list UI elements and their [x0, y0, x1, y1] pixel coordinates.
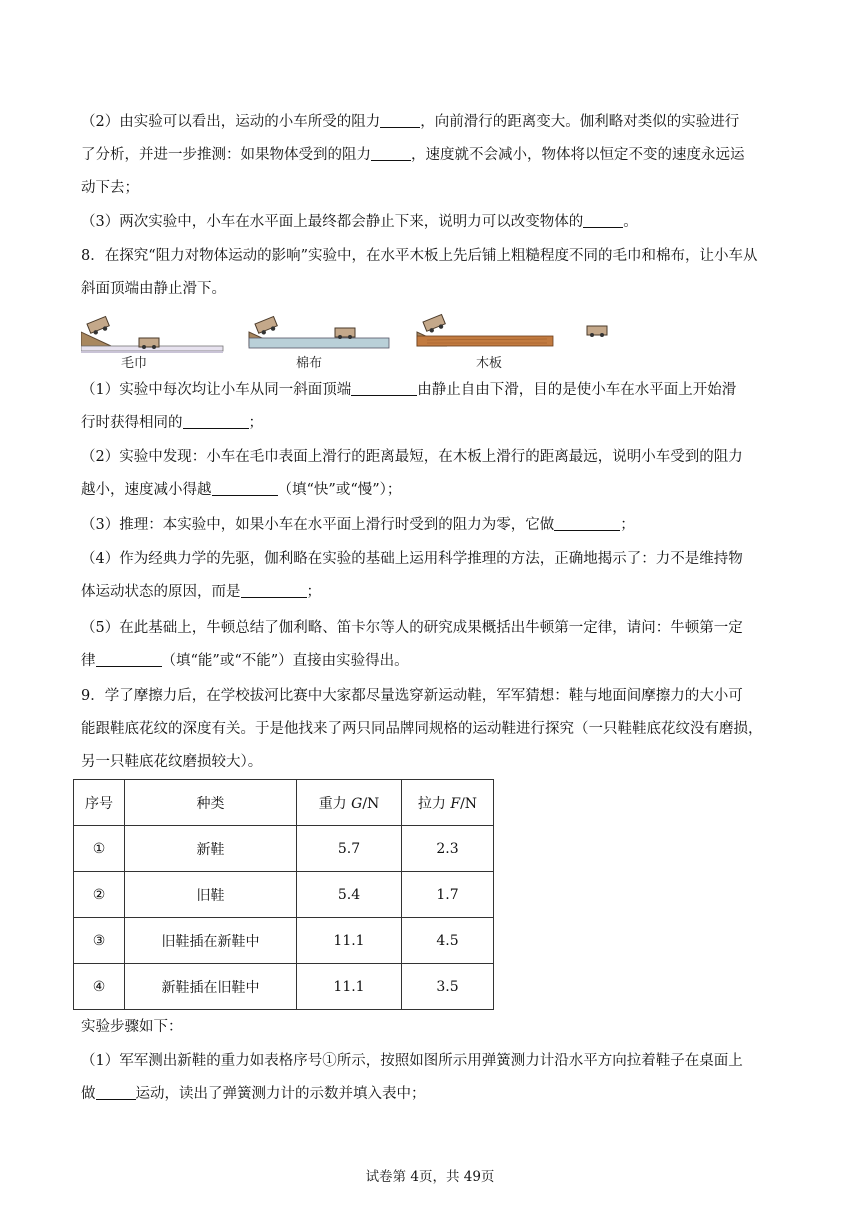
- q8-part2: （2）实验中发现：小车在毛巾表面上滑行的距离最短，在木板上滑行的距离最远，说明小车受到的阻力 越小，速度减小得越 （填“快”或“慢”）；: [81, 449, 743, 498]
- ramp-figure-svg: [81, 312, 621, 368]
- label-towel: 毛巾: [121, 356, 148, 371]
- label-wood: 木板: [476, 356, 503, 371]
- q7-part2: （2）由实验可以看出，运动的小车所受的阻力 ，向前滑行的距离变大。伽利略对类似的实验进行 了分析，并进一步推测：如果物体受到的阻力 ，速度就不会减小，物体将以恒定不变的速度永远运 动下去；: [81, 106, 793, 205]
- answer-blank[interactable]: [96, 1083, 136, 1100]
- q8-intro: 8．在探究“阻力对物体运动的影响”实验中，在水平木板上先后铺上粗糙程度不同的毛巾和棉布，让小车从 斜面顶端由静止滑下。: [81, 248, 758, 297]
- header-no: 序号: [74, 780, 125, 826]
- q9-intro: 9．学了摩擦力后，在学校拔河比赛中大家都尽量选穿新运动鞋，军军猜想：鞋与地面间摩擦力的大小可 能跟鞋底花纹的深度有关。于是他找来了两只同品牌同规格的运动鞋进行探究（一只鞋鞋底花纹没有磨损， 另一只鞋底花纹磨损较大）。: [81, 688, 763, 770]
- towel-setup: [81, 317, 223, 353]
- q8-part3: （3）推理：本实验中，如果小车在水平面上滑行时受到的阻力为零，它做 ；: [81, 509, 793, 542]
- header-pull: 拉力 F/N: [402, 780, 494, 826]
- table-row: ② 旧鞋 5.4 1.7: [74, 872, 494, 918]
- table-row: ③ 旧鞋插在新鞋中 11.1 4.5: [74, 918, 494, 964]
- answer-blank[interactable]: [241, 581, 307, 598]
- answer-blank[interactable]: [212, 479, 278, 496]
- table-row: ④ 新鞋插在旧鞋中 11.1 3.5: [74, 964, 494, 1010]
- shoe-friction-table: [73, 779, 494, 1010]
- answer-blank[interactable]: [380, 111, 420, 128]
- header-kind: 种类: [125, 780, 297, 826]
- q8-part4: （4）作为经典力学的先驱，伽利略在实验的基础上运用科学推理的方法，正确地揭示了：力不是维持物 体运动状态的原因，而是 ；: [81, 551, 743, 600]
- answer-blank[interactable]: [183, 412, 249, 429]
- q8-part5: （5）在此基础上，牛顿总结了伽利略、笛卡尔等人的研究成果概括出牛顿第一定律，请问：牛顿第一定 律 （填“能”或“不能”）直接由实验得出。: [81, 620, 743, 669]
- label-cotton: 棉布: [296, 356, 323, 371]
- ramp-experiment-figure: [81, 312, 621, 371]
- answer-blank[interactable]: [96, 650, 162, 667]
- q7-part3: （3）两次实验中，小车在水平面上最终都会静止下来，说明力可以改变物体的 。: [81, 206, 793, 239]
- answer-blank[interactable]: [371, 144, 411, 161]
- q8-part1: （1）实验中每次均让小车从同一斜面顶端 由静止自由下滑，目的是使小车在水平面上开始滑 行时获得相同的 ；: [81, 374, 793, 440]
- wood-setup: [417, 315, 607, 346]
- table-header-row: [74, 780, 494, 826]
- page-footer: 试卷第 4页，共 49页: [365, 1169, 495, 1185]
- q9-steps-title: 实验步骤如下：: [81, 1019, 183, 1035]
- q9-part1: （1）军军测出新鞋的重力如表格序号①所示，按照如图所示用弹簧测力计沿水平方向拉着鞋子在桌面上 做 运动，读出了弹簧测力计的示数并填入表中；: [81, 1053, 743, 1102]
- table-row: ① 新鞋 5.7 2.3: [74, 826, 494, 872]
- answer-blank[interactable]: [583, 211, 623, 228]
- header-gravity: 重力 G/N: [297, 780, 402, 826]
- answer-blank[interactable]: [554, 514, 620, 531]
- cotton-setup: [249, 317, 389, 348]
- answer-blank[interactable]: [351, 379, 417, 396]
